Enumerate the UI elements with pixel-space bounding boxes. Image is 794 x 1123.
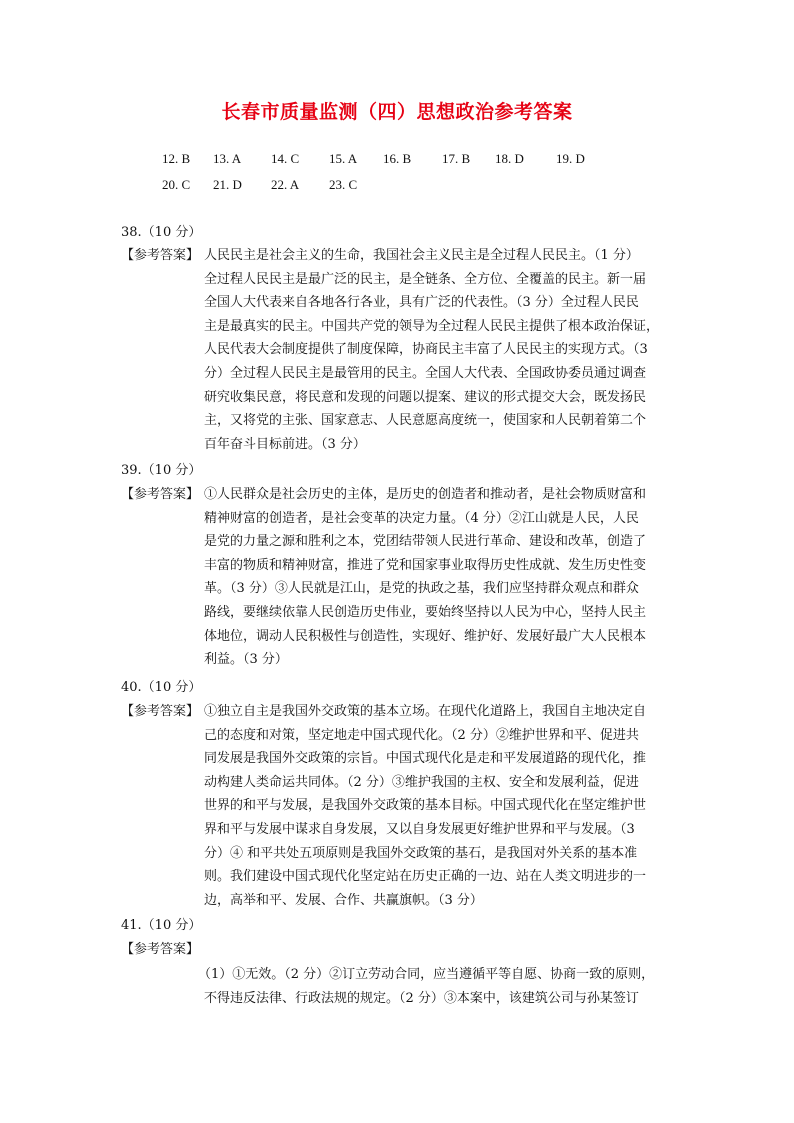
question-39-heading: 39.（10 分） <box>121 463 202 478</box>
answer-line: 己的态度和对策，坚定地走中国式现代化。（2 分）②维护世界和平、促进共 <box>204 727 639 743</box>
choice-answer: 22. A <box>271 177 300 192</box>
choice-answer: 12. B <box>162 151 191 166</box>
multiple-choice-answers <box>162 150 585 202</box>
choice-answer: 14. C <box>271 151 300 166</box>
answer-line: 主，又将党的主张、国家意志、人民意愿高度统一，使国家和人民朝着第二个 <box>204 413 647 429</box>
answer-line: 人民代表大会制度提供了制度保障，协商民主丰富了人民民主的实现方式。（3 <box>204 342 648 358</box>
answer-line: 体地位，调动人民积极性与创造性，实现好、维护好、发展好最广大人民根本 <box>204 628 647 644</box>
question-41-heading: 41.（10 分） <box>121 918 202 933</box>
answer-line: 则。我们建设中国式现代化坚定站在历史正确的一边、站在人类文明进步的一 <box>204 869 647 885</box>
answer-label: 【参考答案】 <box>121 942 200 957</box>
answer-line: 动构建人类命运共同体。（2 分）③维护我国的主权、安全和发展利益，促进 <box>204 774 639 790</box>
page-title: 长春市质量监测（四）思想政治参考答案 <box>221 101 573 123</box>
answer-line: 精神财富的创造者，是社会变革的决定力量。（4 分）②江山就是人民，人民 <box>204 510 639 526</box>
answer-line: 百年奋斗目标前进。（3 分） <box>204 436 366 452</box>
answer-line: 研究收集民意，将民意和发现的问题以提案、建议的形式提交大会，既发扬民 <box>204 389 647 405</box>
answer-line: 主是最真实的民主。中国共产党的领导为全过程人民民主提供了根本政治保证， <box>204 318 660 334</box>
answer-label: 【参考答案】 <box>121 487 200 502</box>
answer-line: 丰富的物质和精神财富，推进了党和国家事业取得历史性成就、发生历史性变 <box>204 557 647 573</box>
question-40-answer <box>204 703 676 915</box>
choice-answer: 23. C <box>329 177 358 192</box>
answer-line: 利益。（3 分） <box>204 652 288 668</box>
question-41-answer <box>198 966 676 1013</box>
question-39-answer <box>204 486 676 675</box>
answer-line: 同发展是我国外交政策的宗旨。中国式现代化是走和平发展道路的现代化，推 <box>204 751 647 767</box>
choice-answer: 17. B <box>442 151 471 166</box>
choice-answer: 20. C <box>162 177 191 192</box>
question-38-answer <box>204 247 676 459</box>
answer-line: 全过程人民民主是最广泛的民主，是全链条、全方位、全覆盖的民主。新一届 <box>204 271 647 287</box>
answer-line: 全国人大代表来自各地各行各业，具有广泛的代表性。（3 分）全过程人民民 <box>204 295 639 311</box>
answer-line: 路线，要继续依靠人民创造历史伟业，要始终坚持以人民为中心，坚持人民主 <box>204 604 647 620</box>
answer-line: 分）全过程人民民主是最管用的民主。全国人大代表、全国政协委员通过调查 <box>204 365 647 381</box>
choice-answer: 16. B <box>383 151 412 166</box>
choice-answer: 13. A <box>213 151 242 166</box>
answer-label: 【参考答案】 <box>121 704 200 719</box>
choice-row-1 <box>162 150 585 176</box>
answer-line: 世界的和平与发展，是我国外交政策的基本目标。中国式现代化在坚定维护世 <box>204 798 647 814</box>
answer-line: 是党的力量之源和胜利之本，党团结带领人民进行革命、建设和改革，创造了 <box>204 534 647 550</box>
answer-line: ①独立自主是我国外交政策的基本立场。在现代化道路上，我国自主地决定自 <box>204 704 647 719</box>
answer-line: 分）④ 和平共处五项原则是我国外交政策的基石，是我国对外关系的基本准 <box>204 845 638 861</box>
choice-row-2 <box>162 176 585 202</box>
answer-line: 不得违反法律、行政法规的规定。（2 分）③本案中，该建筑公司与孙某签订 <box>204 990 639 1006</box>
answer-line: 人民民主是社会主义的生命，我国社会主义民主是全过程人民民主。（1 分） <box>204 248 639 263</box>
answer-line: 边，高举和平、发展、合作、共赢旗帜。（3 分） <box>204 892 483 908</box>
choice-answer: 18. D <box>495 151 524 166</box>
answer-line: ①人民群众是社会历史的主体，是历史的创造者和推动者，是社会物质财富和 <box>204 487 647 502</box>
choice-answer: 21. D <box>213 177 242 192</box>
choice-answer: 15. A <box>329 151 358 166</box>
answer-label: 【参考答案】 <box>121 248 200 263</box>
answer-line: （1）①无效。（2 分）②订立劳动合同，应当遵循平等自愿、协商一致的原则， <box>198 967 655 982</box>
answer-line: 界和平与发展中谋求自身发展，又以自身发展更好维护世界和平与发展。（3 <box>204 821 635 837</box>
question-38-heading: 38.（10 分） <box>121 225 202 240</box>
question-40-heading: 40.（10 分） <box>121 680 202 695</box>
choice-answer: 19. D <box>556 151 585 166</box>
answer-line: 革。（3 分）③人民就是江山，是党的执政之基，我们应坚持群众观点和群众 <box>204 581 639 597</box>
